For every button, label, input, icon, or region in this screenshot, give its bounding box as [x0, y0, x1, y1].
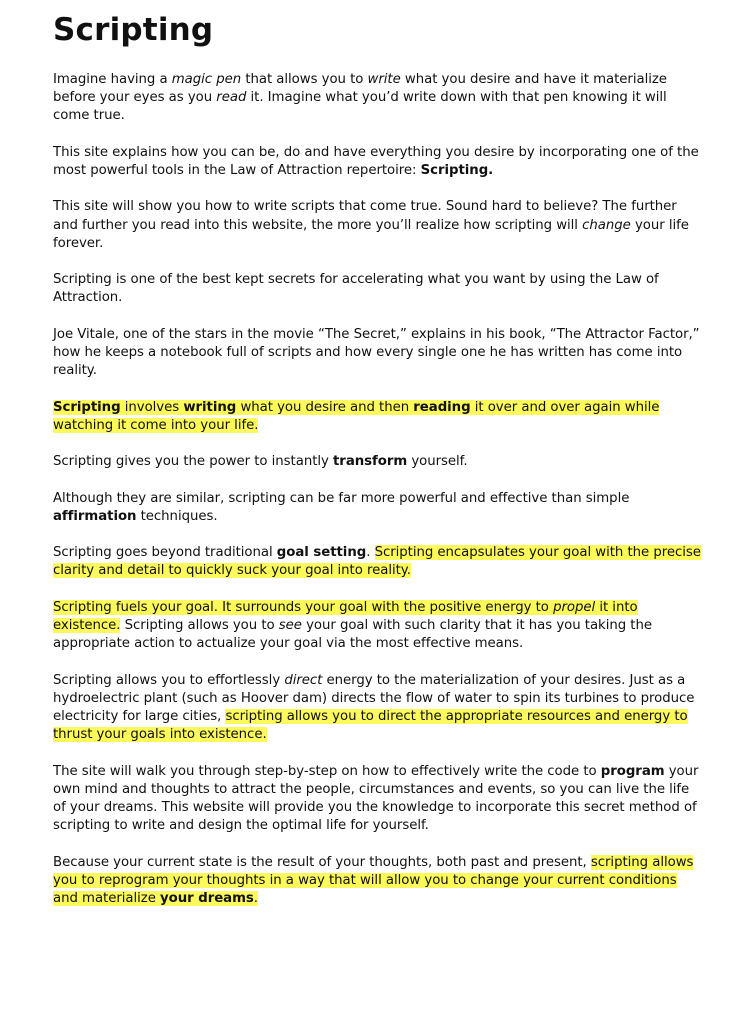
text-run: scripting allows you to direct the appropriate resources and energy to thrust your goals into existence. [53, 708, 688, 743]
text-run: Scripting allows you to effortlessly [53, 672, 285, 688]
highlighted-text [121, 400, 184, 415]
text-run: Imagine having a [53, 72, 172, 87]
text-run: Scripting gives you the power to instantly [53, 454, 333, 470]
text-run: Joe Vitale, one of the stars in the movie “The Secret,” explains in his book, “The Attractor Factor,” how he keeps a notebook full of scripts and how every single one he has written has come into reality. [53, 326, 700, 379]
highlighted-text [553, 600, 595, 615]
text-run: The site will walk you through step-by-step on how to effectively write the code to [53, 763, 601, 779]
text-run: Scripting goes beyond traditional [53, 545, 277, 561]
text-run: Scripting. [420, 163, 494, 178]
highlighted-text [53, 400, 121, 415]
paragraph [53, 544, 703, 580]
text-run: your dreams [160, 890, 254, 906]
text-run: it over and over again while watching it come into your life. [53, 399, 660, 433]
text-run: Scripting is one of the best kept secrets for accelerating what you want by using the Law of Attraction. [53, 272, 659, 306]
paragraph [53, 672, 703, 745]
text-run: Scripting encapsulates your goal with the precise clarity and detail to quickly suck your goal into reality. [53, 545, 701, 579]
text-run: your goal with such clarity that it has you taking the appropriate action to actualize your goal via the most effective means. [53, 617, 652, 652]
text-run: . [253, 890, 258, 906]
highlighted-text [53, 600, 553, 615]
text-run: scripting allows you to reprogram your thoughts in a way that will allow you to change your current conditions and materialize [53, 854, 694, 906]
text-run: write [367, 72, 401, 87]
text-run: Scripting fuels your goal. It surrounds your goal with the positive energy to [53, 599, 554, 615]
text-run: your own mind and thoughts to attract the people, circumstances and events, so you can live the life of your dreams. This website will provide you the knowledge to incorporate this secret method of scripting to write and design the optimal life for yourself. [53, 763, 699, 834]
paragraph [53, 763, 703, 836]
highlighted-text [413, 400, 470, 415]
page-title: Scripting [53, 12, 214, 48]
text-run: affirmation [53, 508, 137, 524]
text-run: change [582, 217, 631, 233]
text-run: direct [284, 672, 323, 688]
paragraph [53, 198, 703, 253]
highlighted-text [160, 891, 254, 906]
text-run: writing [183, 399, 237, 415]
text-run: magic pen [171, 72, 242, 87]
text-run: This site explains how you can be, do and have everything you desire by incorporating one of the most powerful tools in the Law of Attraction repertoire: [53, 144, 699, 178]
text-run: involves [120, 399, 184, 415]
text-run: Because your current state is the result of your thoughts, both past and present, [53, 854, 591, 870]
text-run: techniques. [136, 508, 218, 524]
text-run: reading [413, 399, 471, 415]
text-run: yourself. [407, 454, 468, 470]
article-body [53, 71, 703, 926]
text-run: see [278, 617, 302, 633]
text-run: Although they are similar, scripting can be far more powerful and effective than simple [53, 490, 630, 506]
highlighted-text [254, 891, 258, 906]
paragraph [53, 271, 703, 307]
text-run: transform [333, 454, 408, 470]
paragraph [53, 854, 703, 909]
text-run: read [216, 90, 247, 106]
text-run: that allows you to [241, 72, 368, 87]
highlighted-text [236, 400, 413, 415]
text-run: . [366, 545, 375, 561]
text-run: program [600, 763, 665, 779]
text-run: your life forever. [53, 217, 689, 251]
paragraph [53, 453, 703, 471]
text-run: what you desire and then [236, 399, 414, 415]
paragraph [53, 399, 703, 435]
text-run: propel [553, 599, 596, 615]
text-run: energy to the materialization of your desires. Just as a hydroelectric plant (such as Hoover dam) directs the flow of water to spin its turbines to produce electricity for large cities, [53, 672, 695, 724]
paragraph [53, 326, 703, 381]
paragraph [53, 71, 703, 126]
highlighted-text [183, 400, 236, 415]
text-run: it. Imagine what you’d write down with that pen knowing it will come true. [53, 90, 667, 124]
paragraph [53, 144, 703, 180]
text-run: Scripting [53, 399, 121, 415]
text-run: Scripting allows you to [120, 617, 279, 633]
paragraph [53, 490, 703, 526]
text-run: it into existence. [53, 599, 638, 633]
text-run: goal setting [276, 545, 367, 561]
text-run: This site will show you how to write scripts that come true. Sound hard to believe? The further and further you read into this website, the more you’ll realize how scripting will [53, 199, 677, 233]
text-run: what you desire and have it materialize before your eyes as you [53, 72, 667, 106]
paragraph [53, 599, 703, 654]
